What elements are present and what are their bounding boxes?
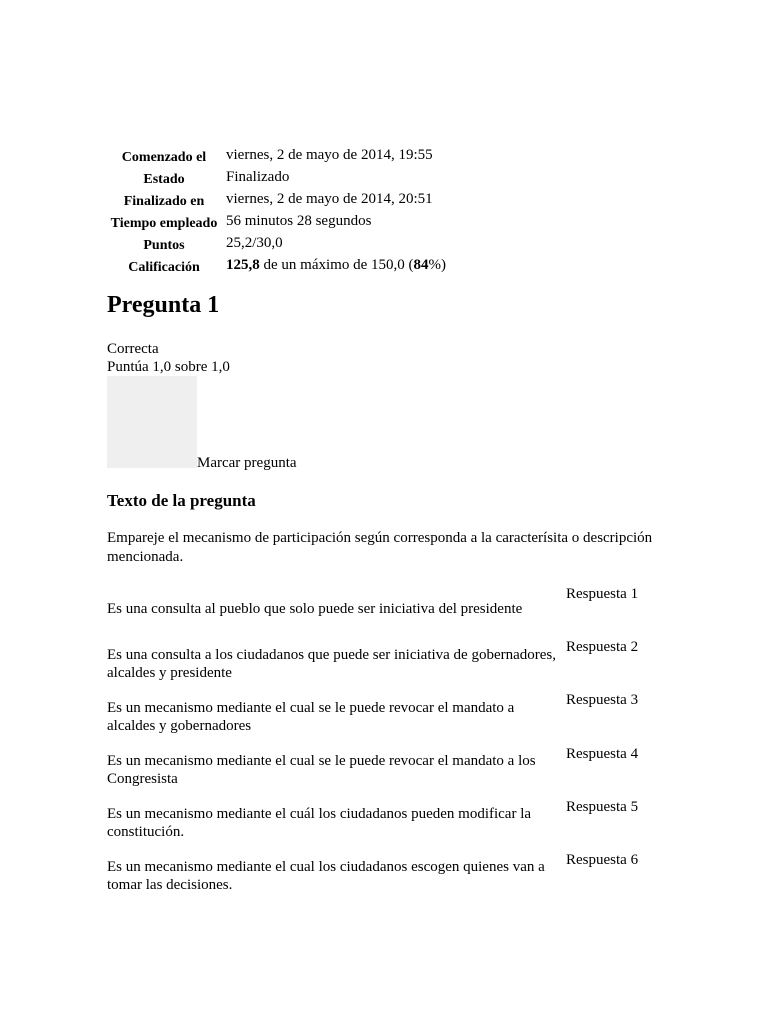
grade-score: 125,8 [226,257,260,273]
answer-select-2[interactable]: Respuesta 2 [566,639,639,655]
state-label: Estado [143,172,185,187]
grade-value [226,257,446,274]
grade-label: Calificación [128,260,200,275]
question-text-heading: Texto de la pregunta [107,491,256,510]
flag-icon[interactable] [107,376,197,468]
answer-select-6[interactable]: Respuesta 6 [566,852,639,868]
answer-select-5[interactable]: Respuesta 5 [566,799,639,815]
points-value: 25,2/30,0 [226,235,283,251]
match-stem: Es una consulta a los ciudadanos que puede ser iniciativa de gobernadores, alcaldes y presidente [107,647,557,681]
answer-select-1[interactable]: Respuesta 1 [566,586,639,602]
started-label: Comenzado el [121,150,207,165]
question-title: Pregunta 1 [107,292,220,318]
points-label: Puntos [143,238,185,253]
question-status [107,340,230,376]
answer-select-4[interactable]: Respuesta 4 [566,746,639,762]
grade-end-text: %) [428,257,446,273]
flag-question-link[interactable]: Marcar pregunta [197,455,297,471]
match-stem: Es una consulta al pueblo que solo puede ser iniciativa del presidente [107,601,523,617]
match-stem: Es un mecanismo mediante el cuál los ciudadanos pueden modificar la constitución. [107,806,532,840]
question-text: Empareje el mecanismo de participación según corresponda a la caracterísita o descripción mencionada. [107,530,653,565]
state-value: Finalizado [226,169,290,185]
question-score: Puntúa 1,0 sobre 1,0 [107,359,230,375]
match-stem: Es un mecanismo mediante el cual se le puede revocar el mandato a alcaldes y gobernadores [107,700,515,734]
question-state: Correcta [107,341,159,357]
match-stem: Es un mecanismo mediante el cual los ciudadanos escogen quienes van a tomar las decisiones. [107,859,545,893]
time-taken-value: 56 minutos 28 segundos [226,213,372,229]
answer-select-3[interactable]: Respuesta 3 [566,692,639,708]
grade-max-text: de un máximo de 150,0 ( [259,257,414,273]
time-taken-label: Tiempo empleado [110,216,218,231]
finished-label: Finalizado en [123,194,205,209]
finished-value: viernes, 2 de mayo de 2014, 20:51 [226,191,433,207]
started-value: viernes, 2 de mayo de 2014, 19:55 [226,147,433,163]
grade-percent: 84 [413,257,429,273]
match-stem: Es un mecanismo mediante el cual se le puede revocar el mandato a los Congresista [107,753,536,787]
